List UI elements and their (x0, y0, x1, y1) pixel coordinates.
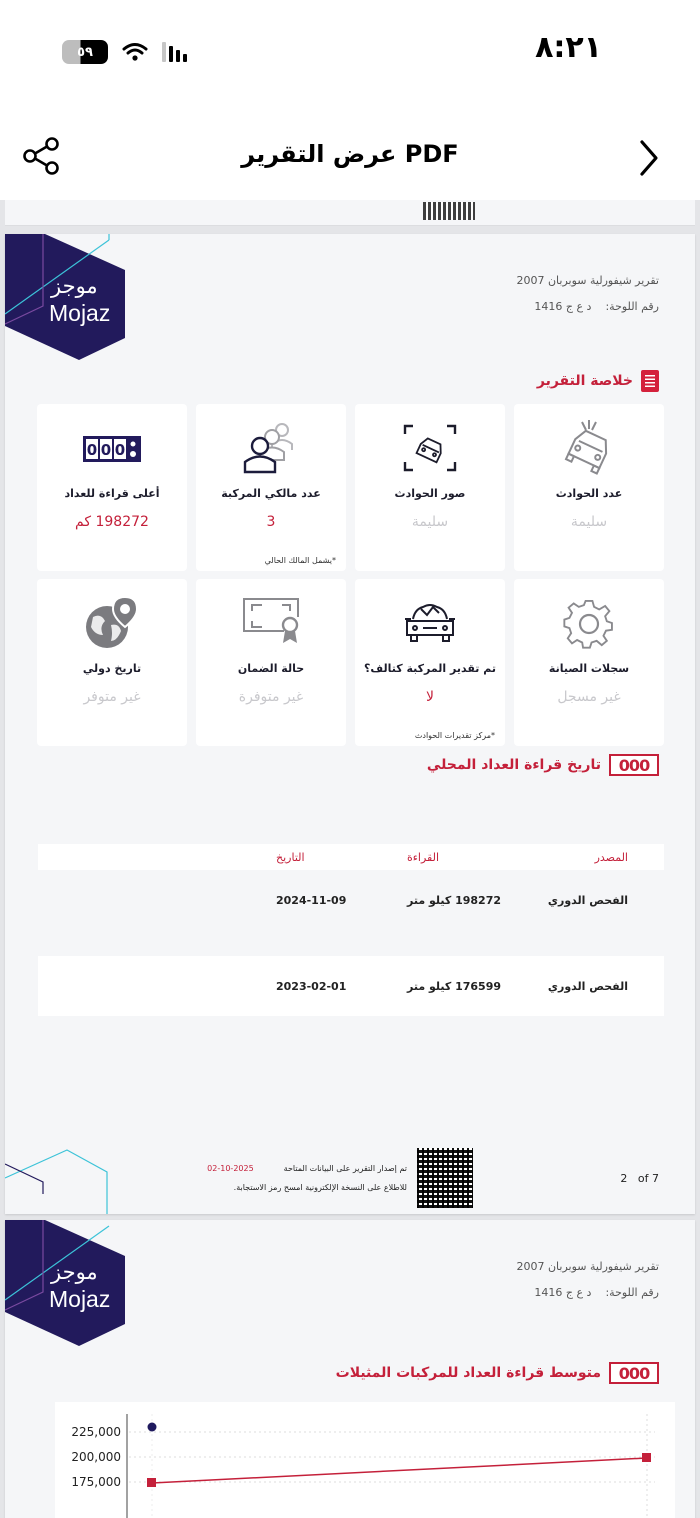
y-tick: 175,000 (71, 1475, 121, 1489)
summary-section-title (537, 370, 659, 392)
line-chart (55, 1402, 675, 1518)
odometer-icon: 000 (609, 754, 659, 776)
card-warranty-status (196, 579, 346, 746)
logo-text-arabic: موجز (51, 274, 98, 298)
column-header-reading: القراءة (407, 850, 440, 864)
card-label: أعلى قراءة للعداد (64, 487, 160, 500)
card-accident-photos[interactable] (355, 404, 505, 571)
card-label: تاريخ دولي (82, 662, 142, 675)
odometer-icon (81, 420, 143, 476)
accident-photo-icon (399, 420, 461, 476)
page-number (620, 1172, 659, 1185)
previous-page-tail (5, 200, 695, 226)
plate-number (516, 1286, 659, 1299)
logo-text-arabic: موجز (51, 1260, 98, 1284)
card-label: عدد مالكي المركبة (221, 487, 321, 500)
damaged-car-icon (399, 595, 461, 651)
page-total: of 7 (637, 1172, 659, 1185)
card-owners-count (196, 404, 346, 571)
logo-text-english: Mojaz (49, 300, 111, 326)
summary-title-text: خلاصة التقرير (536, 373, 633, 389)
card-label: سجلات الصيانة (548, 662, 630, 675)
card-label: عدد الحوادث (555, 487, 623, 500)
card-value: غير متوفر (83, 689, 141, 705)
footer-text (207, 1164, 407, 1202)
report-meta (516, 274, 659, 326)
issued-date: 2025-10-02 (207, 1164, 254, 1173)
page-footer (5, 1142, 695, 1214)
odometer-icon: 000 (609, 1362, 659, 1384)
battery-icon (62, 40, 108, 64)
odometer-history-title-text: تاريخ قراءة العداد المحلي (426, 757, 601, 773)
average-data-point (642, 1453, 651, 1462)
page-title: عرض التقرير PDF (241, 140, 459, 168)
cell-reading: 176599 كيلو متر (407, 979, 502, 993)
svg-text:0: 0 (86, 441, 98, 459)
cellular-signal-icon (162, 42, 187, 62)
card-value: سليمة (411, 514, 449, 530)
gear-icon (558, 595, 620, 651)
card-international-history (37, 579, 187, 746)
status-icons (62, 40, 187, 64)
cell-date: 2023-02-01 (276, 979, 347, 993)
document-icon (641, 370, 659, 392)
footer-decoration (5, 1142, 115, 1214)
card-value: لا (426, 689, 434, 705)
svg-text:0: 0 (114, 441, 126, 459)
warranty-certificate-icon (240, 595, 302, 651)
card-label: تم تقدير المركبة كتالف؟ (364, 662, 496, 675)
card-max-odometer (37, 404, 187, 571)
similar-vehicles-section-title (336, 1362, 659, 1384)
plate-label: رقم اللوحة: (605, 1286, 659, 1299)
car-crash-icon (558, 420, 620, 476)
cell-date: 2024-11-09 (276, 893, 347, 907)
chevron-right-icon[interactable] (634, 138, 664, 178)
pdf-viewer[interactable] (0, 200, 700, 1518)
pdf-page-3 (5, 1220, 695, 1518)
plate-value: د ع ج 1416 (534, 300, 592, 313)
chart-section-title-text: متوسط قراءة العداد للمركبات المثيلات (335, 1365, 601, 1381)
card-value: غير مسجل (557, 689, 621, 705)
card-label: حالة الضمان (237, 662, 305, 675)
scan-text: للاطلاع على النسخة الإلكترونية امسح رمز الاستجابة. (233, 1183, 407, 1192)
pdf-page-2 (5, 234, 695, 1214)
card-label: صور الحوادث (394, 487, 466, 500)
card-note: *مركز تقديرات الحوادث (414, 731, 495, 740)
card-value: سليمة (570, 514, 608, 530)
wifi-icon (122, 42, 148, 62)
row-spacer (38, 930, 664, 956)
column-header-source: المصدر (594, 850, 628, 864)
column-header-date: التاريخ (276, 850, 305, 864)
cell-source: الفحص الدوري (547, 893, 628, 907)
y-tick: 225,000 (71, 1425, 121, 1439)
odometer-comparison-chart (55, 1402, 675, 1518)
table-row (38, 870, 664, 930)
battery-level: ٥٩ (77, 44, 93, 60)
odometer-history-section-title (427, 754, 659, 776)
card-value: غير متوفرة (238, 689, 304, 705)
globe-pin-icon (81, 595, 143, 651)
y-tick: 200,000 (71, 1450, 121, 1464)
plate-value: د ع ج 1416 (534, 1286, 592, 1299)
table-header (38, 844, 664, 870)
card-accidents-count (514, 404, 664, 571)
summary-cards (38, 404, 664, 746)
svg-text:0: 0 (100, 441, 112, 459)
report-meta (516, 1260, 659, 1312)
table-row (38, 956, 664, 1016)
vehicle-title: تقرير شيفورلية سوبربان 2007 (516, 274, 659, 287)
qr-code (423, 202, 475, 220)
odometer-history-table (38, 844, 664, 1016)
card-value: 3 (266, 514, 276, 530)
card-maintenance-records (514, 579, 664, 746)
cell-source: الفحص الدوري (547, 979, 628, 993)
average-data-point (147, 1478, 156, 1487)
card-note: *يشمل المالك الحالي (264, 556, 336, 565)
owners-icon (240, 420, 302, 476)
status-bar (0, 0, 700, 100)
nav-bar (0, 100, 700, 200)
plate-label: رقم اللوحة: (605, 300, 659, 313)
vehicle-data-point (148, 1423, 157, 1432)
qr-code (417, 1148, 473, 1208)
cell-reading: 198272 كيلو متر (407, 893, 502, 907)
logo-text-english: Mojaz (49, 1286, 111, 1312)
card-value: 198272 كم (75, 514, 149, 530)
vehicle-title: تقرير شيفورلية سوبربان 2007 (516, 1260, 659, 1273)
card-total-loss (355, 579, 505, 746)
status-time: ٨:٢١ (535, 30, 602, 65)
page-current: 2 (620, 1172, 628, 1185)
issued-text: تم إصدار التقرير على البيانات المتاحة (283, 1164, 407, 1173)
plate-number (516, 300, 659, 313)
